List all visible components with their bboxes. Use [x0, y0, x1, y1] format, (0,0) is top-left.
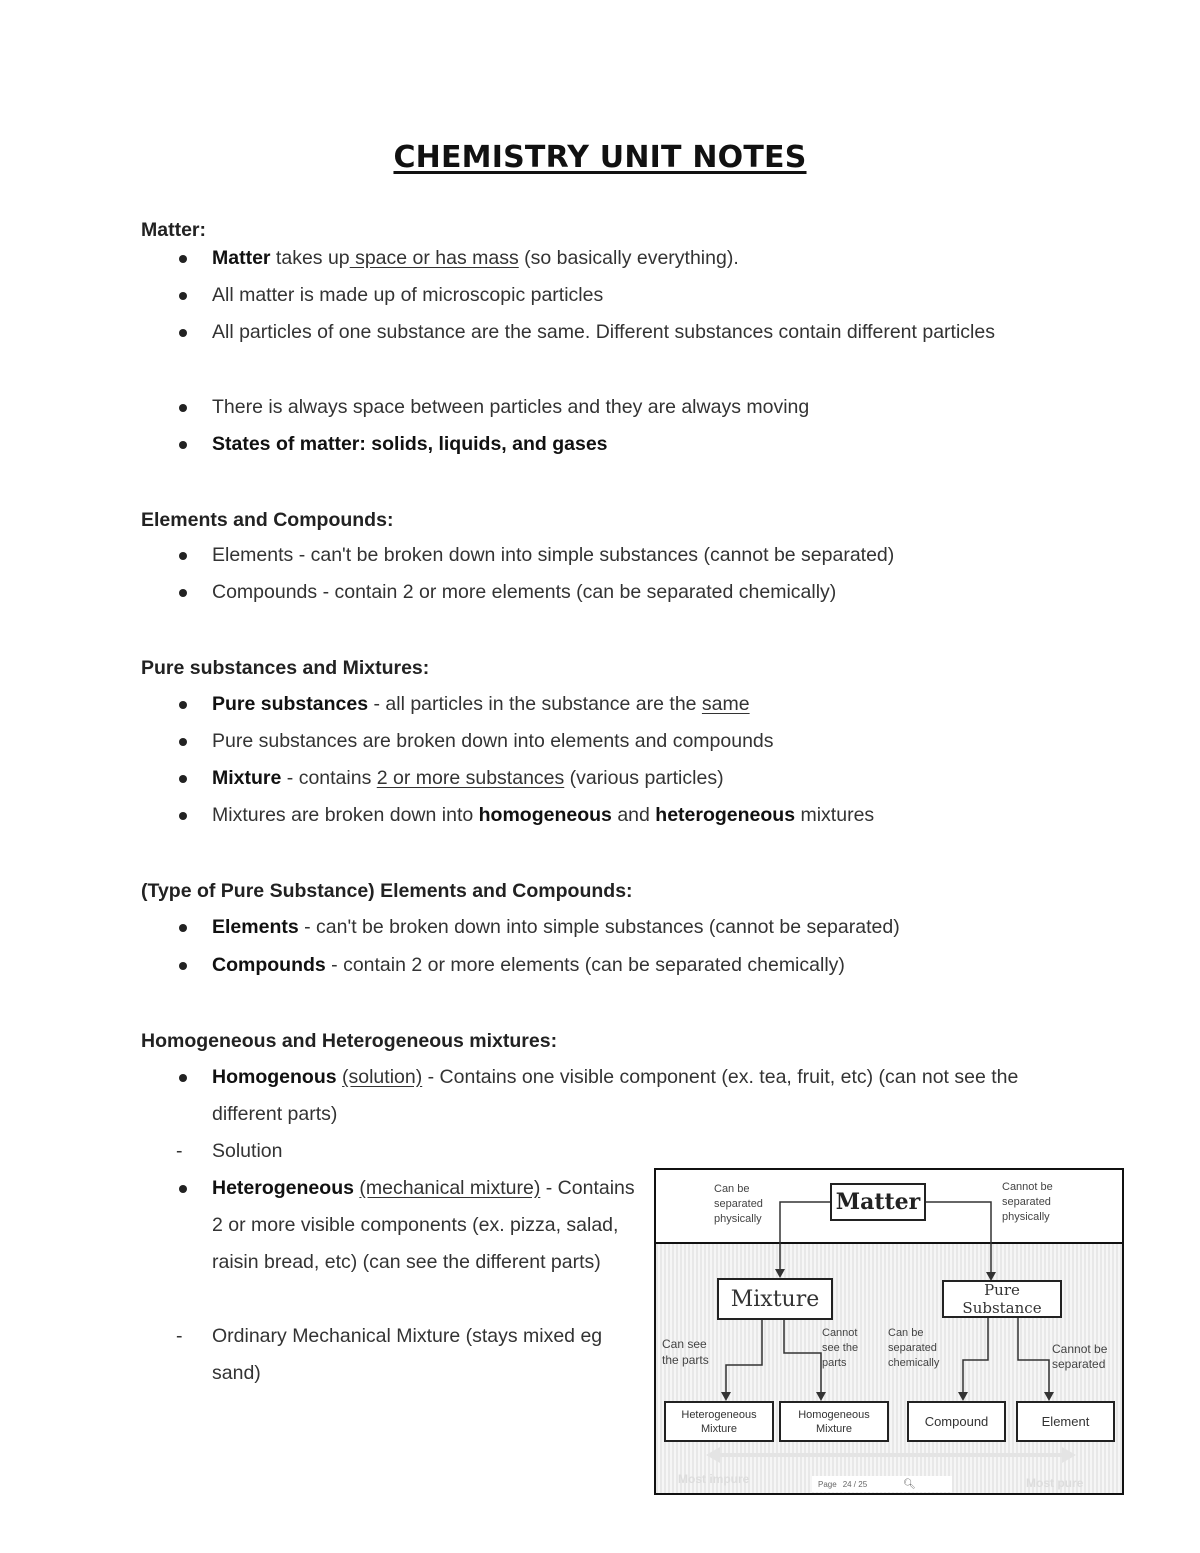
box-compound: Compound [907, 1401, 1006, 1442]
term: Mixture [212, 767, 282, 789]
text: - contain 2 or more elements (can be separated chemically) [325, 954, 845, 976]
underlined-text: (mechanical mixture) [359, 1177, 541, 1199]
term: Compounds [212, 954, 326, 976]
search-icon: 🔍︎ [903, 1478, 916, 1490]
list-item [212, 1170, 642, 1281]
underlined-text: (solution) [342, 1066, 423, 1088]
underlined-text: same [701, 693, 750, 715]
box-homogeneous-mixture: Homogeneous Mixture [779, 1401, 889, 1442]
list-item: Elements - can't be broken down into simple substances (cannot be separated) [212, 537, 1032, 574]
underlined-text: space or has mass [349, 247, 519, 269]
underlined-text: 2 or more substances [376, 767, 565, 789]
matter-classification-diagram [654, 1168, 1124, 1495]
list-item [212, 686, 1032, 723]
heading-matter: Matter: [141, 219, 207, 241]
note-can-separate-physically: Can be separated physically [714, 1183, 763, 1225]
text: takes up [270, 247, 350, 269]
text: (so basically everything). [518, 247, 739, 269]
text: - Contains one visible component (ex. tea, fruit, etc) (can not see the different parts) [212, 1066, 1019, 1125]
list-item [212, 760, 1032, 797]
term: Matter [212, 247, 271, 269]
list-item [212, 797, 1032, 834]
list-item [212, 909, 1032, 946]
term: Heterogeneous [212, 1177, 354, 1199]
list-item [212, 947, 1032, 984]
heading-pure-mixtures: Pure substances and Mixtures: [141, 657, 430, 679]
box-heterogeneous-mixture: Heterogeneous Mixture [664, 1401, 774, 1442]
list-item: There is always space between particles and they are always moving [212, 389, 1032, 426]
text: - contains [281, 767, 377, 789]
heading-elements-compounds: Elements and Compounds: [141, 509, 394, 531]
note-cannot-be-separated: Cannot be separated [1052, 1342, 1108, 1371]
page-label: Page [818, 1479, 837, 1489]
note-cannot-see-parts: Cannot see the parts [822, 1327, 859, 1369]
list-item [212, 240, 1032, 277]
list-item: All matter is made up of microscopic particles [212, 277, 1032, 314]
page-number: 24 / 25 [842, 1479, 868, 1489]
list-item: Pure substances are broken down into elements and compounds [212, 723, 1032, 760]
term: Pure substances [212, 693, 369, 715]
box-mixture: Mixture [717, 1278, 833, 1320]
bold-text: States of matter: solids, liquids, and gases [212, 433, 608, 455]
box-matter: Matter [830, 1183, 926, 1221]
box-pure-substance: Pure Substance [942, 1280, 1062, 1318]
list-item [212, 426, 1032, 463]
note-cannot-separate-physically: Cannot be separated physically [1002, 1181, 1053, 1223]
list-item [212, 1059, 1042, 1133]
box-element: Element [1016, 1401, 1115, 1442]
text: - all particles in the substance are the [368, 693, 702, 715]
list-item: - Ordinary Mechanical Mixture (stays mixed eg sand) [212, 1318, 632, 1392]
list-item: All particles of one substance are the same. Different substances contain different particles [212, 314, 1012, 351]
term: heterogeneous [655, 804, 796, 826]
term: Elements [212, 916, 299, 938]
text: mixtures [795, 804, 875, 826]
text: (various particles) [564, 767, 724, 789]
text: - can't be broken down into simple substances (cannot be separated) [298, 916, 900, 938]
note-can-see-parts: Can see the parts [662, 1337, 709, 1367]
label-most-impure: Most impure [678, 1472, 750, 1486]
term: homogeneous [478, 804, 612, 826]
note-can-separate-chemically: Can be separated chemically [888, 1327, 940, 1369]
page-indicator [812, 1476, 952, 1492]
text: - Contains 2 or more visible components (ex. pizza, salad, raisin bread, etc) (can see the different parts) [212, 1177, 635, 1273]
list-item: - Solution [212, 1133, 282, 1170]
heading-type-pure: (Type of Pure Substance) Elements and Compounds: [141, 880, 633, 902]
label-most-pure: Most pure [1026, 1476, 1084, 1490]
list-item: Compounds - contain 2 or more elements (can be separated chemically) [212, 574, 1032, 611]
text: Mixtures are broken down into [212, 804, 479, 826]
page-title: CHEMISTRY UNIT NOTES [393, 140, 807, 175]
text: and [611, 804, 656, 826]
heading-homo-hetero: Homogeneous and Heterogeneous mixtures: [141, 1030, 558, 1052]
term: Homogenous [212, 1066, 337, 1088]
